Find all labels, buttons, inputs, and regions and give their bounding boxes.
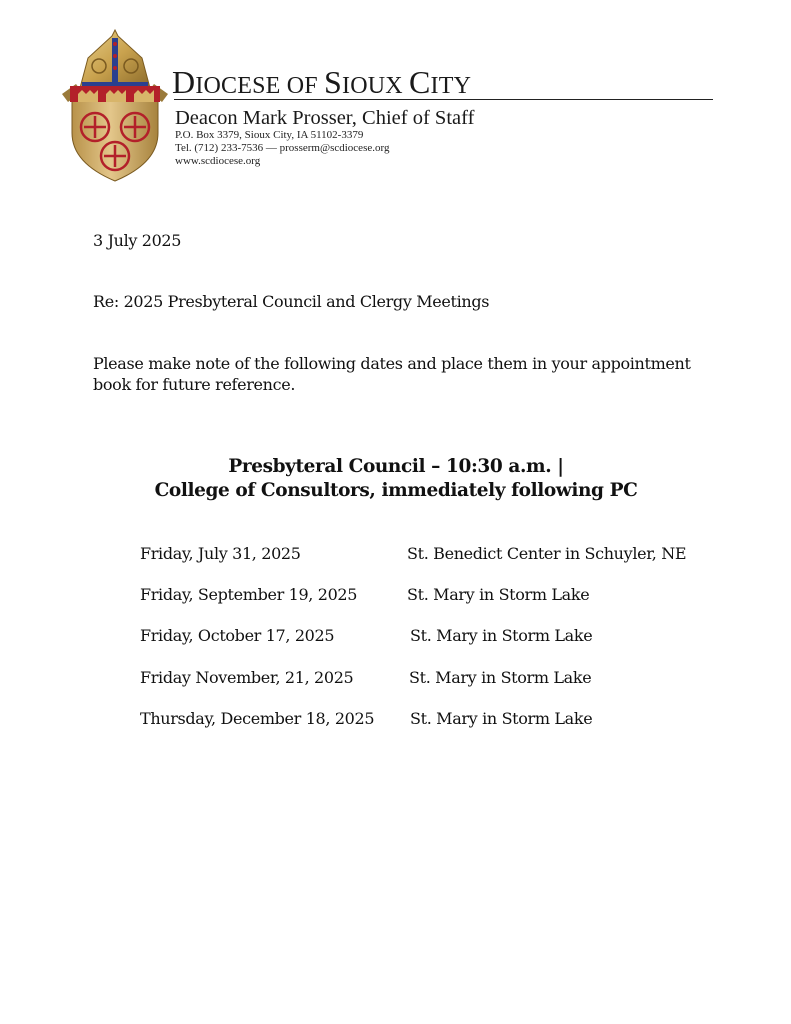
- org-name-part: IOCESE OF: [195, 73, 324, 99]
- meeting-location: St. Mary in Storm Lake: [410, 626, 593, 645]
- subject-line: Re: 2025 Presbyteral Council and Clergy Meetings: [93, 292, 490, 311]
- meeting-row: [140, 625, 740, 647]
- org-name-initial: S: [324, 64, 342, 100]
- meeting-row: [140, 584, 740, 606]
- meeting-location: St. Mary in Storm Lake: [407, 585, 590, 604]
- website: www.scdiocese.org: [175, 155, 261, 167]
- meeting-date: Friday, July 31, 2025: [140, 544, 301, 563]
- meeting-location: St. Mary in Storm Lake: [409, 668, 592, 687]
- org-name-part: IOUX: [342, 73, 409, 99]
- diocese-crest-icon: [60, 28, 170, 183]
- meeting-row: [140, 667, 740, 689]
- phone-email: Tel. (712) 233-7536 — prosserm@scdiocese.org: [175, 142, 390, 154]
- intro-paragraph: Please make note of the following dates and place them in your appointment book for future reference.: [93, 354, 691, 394]
- org-name-initial: D: [172, 64, 196, 100]
- meeting-date: Friday November, 21, 2025: [140, 668, 354, 687]
- schedule-heading-line-2: College of Consultors, immediately following PC: [154, 480, 638, 501]
- meeting-date: Thursday, December 18, 2025: [140, 709, 375, 728]
- meeting-date: Friday, October 17, 2025: [140, 626, 335, 645]
- header-divider: [174, 99, 713, 100]
- meeting-row: [140, 543, 740, 565]
- org-name-initial: C: [409, 64, 431, 100]
- sender-name: Deacon Mark Prosser, Chief of Staff: [175, 107, 475, 129]
- meeting-location: St. Mary in Storm Lake: [410, 709, 593, 728]
- schedule-heading: [93, 455, 699, 503]
- letter-date: 3 July 2025: [93, 231, 182, 250]
- mailing-address: P.O. Box 3379, Sioux City, IA 51102-3379: [175, 129, 364, 141]
- organization-name: [172, 64, 471, 104]
- schedule-heading-line-1: Presbyteral Council – 10:30 a.m. |: [228, 456, 564, 477]
- meeting-row: [140, 708, 740, 730]
- meeting-date: Friday, September 19, 2025: [140, 585, 358, 604]
- meeting-location: St. Benedict Center in Schuyler, NE: [407, 544, 687, 563]
- org-name-part: ITY: [430, 73, 472, 99]
